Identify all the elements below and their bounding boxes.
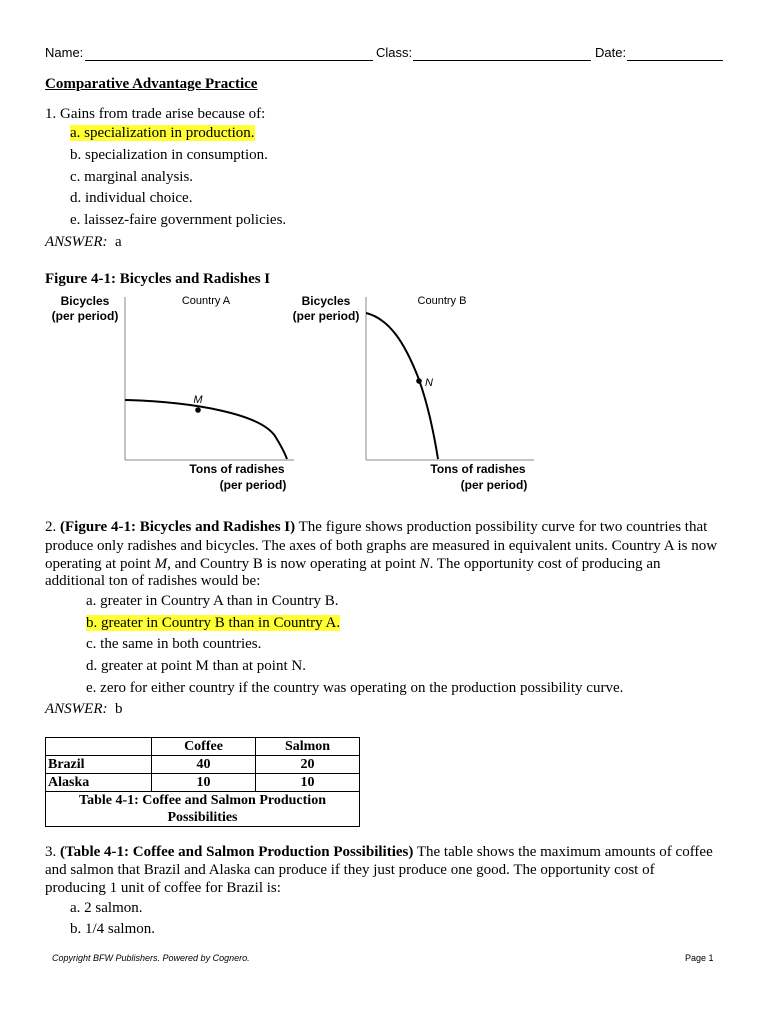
date-label: Date: bbox=[595, 45, 627, 60]
q3-line-3: producing 1 unit of coffee for Brazil is: bbox=[45, 880, 281, 896]
q2-option-d: d. greater at point M than at point N. bbox=[86, 658, 306, 674]
panel-b-y-label-1: Bicycles bbox=[301, 294, 351, 308]
name-field[interactable] bbox=[85, 60, 373, 61]
figure-caption: Figure 4-1: Bicycles and Radishes I bbox=[45, 271, 271, 287]
table-row bbox=[46, 774, 360, 792]
table-header-coffee: Coffee bbox=[152, 738, 256, 756]
table-header-row bbox=[46, 738, 360, 756]
q3-line-2: and salmon that Brazil and Alaska can produce if they just produce one good. The opportunity cost of bbox=[45, 862, 655, 878]
q2-line-3: operating at point M, and Country B is now operating at point N. The opportunity cost of producing an bbox=[45, 556, 661, 572]
point-n bbox=[416, 378, 422, 384]
class-field[interactable] bbox=[413, 60, 591, 61]
panel-a-x-label-2: (per period) bbox=[219, 478, 287, 492]
q2-answer: ANSWER: b bbox=[45, 701, 123, 717]
ppf-figure bbox=[45, 289, 545, 499]
q1-question: 1. Gains from trade arise because of: bbox=[45, 106, 266, 122]
q2-line-2: produce only radishes and bicycles. The axes of both graphs are measured in equivalent units. Country A is now bbox=[45, 538, 718, 554]
footer-copyright: Copyright BFW Publishers. Powered by Cognero. bbox=[52, 953, 250, 963]
q2-line-4: additional ton of radishes would be: bbox=[45, 573, 261, 589]
table-header-empty bbox=[46, 738, 152, 756]
q2-option-c: c. the same in both countries. bbox=[86, 636, 262, 652]
table-cell: 10 bbox=[256, 774, 360, 792]
table-cell: 10 bbox=[152, 774, 256, 792]
page-title: Comparative Advantage Practice bbox=[45, 76, 258, 92]
q3-option-b: b. 1/4 salmon. bbox=[70, 921, 155, 937]
panel-a-ppf-curve bbox=[125, 400, 287, 459]
footer-page-number: Page 1 bbox=[685, 953, 714, 963]
q3-option-a: a. 2 salmon. bbox=[70, 900, 143, 916]
table-row-label: Alaska bbox=[46, 774, 152, 792]
date-field[interactable] bbox=[627, 60, 723, 61]
q1-answer: ANSWER: a bbox=[45, 234, 122, 250]
table-caption-row bbox=[46, 792, 360, 827]
table-row bbox=[46, 756, 360, 774]
panel-country-a bbox=[52, 294, 294, 492]
point-m bbox=[195, 407, 201, 413]
coffee-salmon-table bbox=[45, 737, 360, 827]
q1-option-b: b. specialization in consumption. bbox=[70, 147, 268, 163]
table-caption: Table 4-1: Coffee and Salmon Production Possibilities bbox=[46, 792, 360, 827]
point-m-label: M bbox=[193, 394, 203, 406]
panel-b-x-label-2: (per period) bbox=[460, 478, 528, 492]
class-label: Class: bbox=[376, 45, 413, 60]
table-row-label: Brazil bbox=[46, 756, 152, 774]
point-n-label: N bbox=[425, 377, 433, 389]
panel-b-x-label-1: Tons of radishes bbox=[430, 462, 526, 476]
q2-line-1: 2. (Figure 4-1: Bicycles and Radishes I) The figure shows production possibility curve for two countries that bbox=[45, 519, 708, 535]
panel-b-title: Country B bbox=[417, 295, 467, 307]
table-cell: 40 bbox=[152, 756, 256, 774]
panel-a-x-label-1: Tons of radishes bbox=[189, 462, 285, 476]
q2-option-e: e. zero for either country if the country was operating on the production possibility curve. bbox=[86, 680, 624, 696]
q1-option-d: d. individual choice. bbox=[70, 190, 193, 206]
table-cell: 20 bbox=[256, 756, 360, 774]
q2-option-b: b. greater in Country B than in Country A. bbox=[86, 615, 341, 631]
q2-option-a: a. greater in Country A than in Country B. bbox=[86, 593, 339, 609]
q1-option-a: a. specialization in production. bbox=[70, 125, 255, 141]
panel-b-y-label-2: (per period) bbox=[292, 309, 360, 323]
q3-line-1: 3. (Table 4-1: Coffee and Salmon Production Possibilities) The table shows the maximum amounts of coffee bbox=[45, 844, 713, 860]
table-header-salmon: Salmon bbox=[256, 738, 360, 756]
panel-a-title: Country A bbox=[181, 295, 231, 307]
name-label: Name: bbox=[45, 45, 84, 60]
q1-option-e: e. laissez-faire government policies. bbox=[70, 212, 287, 228]
panel-a-y-label-2: (per period) bbox=[51, 309, 119, 323]
student-info-header bbox=[45, 45, 725, 65]
q1-option-c: c. marginal analysis. bbox=[70, 169, 194, 185]
panel-a-y-label-1: Bicycles bbox=[60, 294, 110, 308]
panel-country-b bbox=[293, 294, 534, 492]
